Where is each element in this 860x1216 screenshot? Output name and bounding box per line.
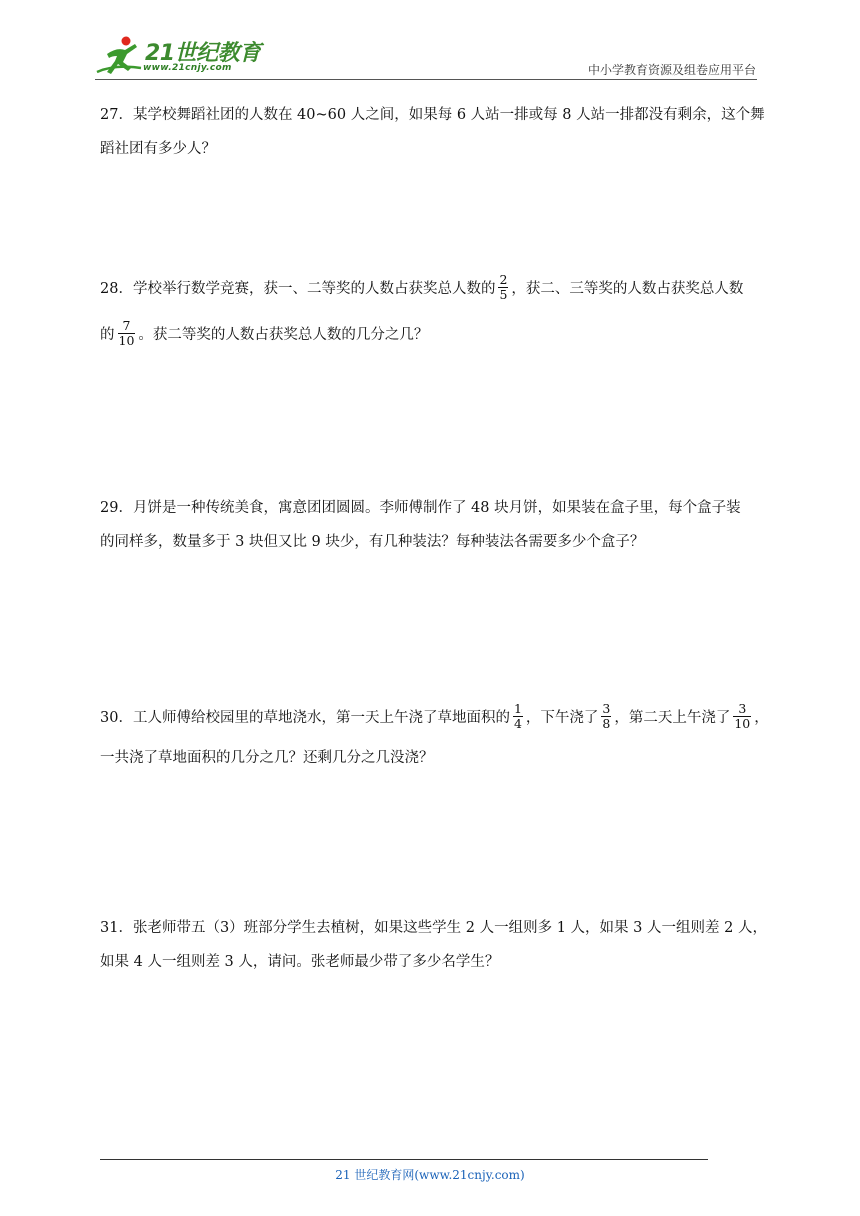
- fraction: [601, 702, 611, 731]
- question-line: 的同样多，数量多于 3 块但又比 9 块少，有几种装法？每种装法各需要多少个盒子？: [100, 534, 645, 550]
- page-header: [0, 0, 860, 82]
- question-text: 30．工人师傅给校园里的草地浇水，第一天上午浇了草地面积的: [100, 710, 510, 726]
- platform-title: 中小学教育资源及组卷应用平台: [587, 63, 756, 77]
- fraction-denominator: 10: [118, 332, 135, 348]
- header-divider: [95, 79, 757, 80]
- question-line: 如果 4 人一组则差 3 人，请问。张老师最少带了多少名学生？: [100, 954, 500, 970]
- question-30: [100, 700, 769, 775]
- question-text: ，: [754, 710, 769, 726]
- fraction-numerator: 3: [738, 700, 747, 716]
- question-line: [100, 700, 769, 735]
- question-28: [100, 272, 760, 352]
- question-line: [100, 318, 760, 352]
- question-line: 31．张老师带五（3）班部分学生去植树，如果这些学生 2 人一组则多 1 人，如果 3 人一组则差 2 人，: [100, 920, 767, 936]
- fraction: [733, 702, 751, 731]
- question-text: 的: [100, 327, 115, 343]
- fraction-denominator: 5: [499, 286, 508, 302]
- question-29: [100, 491, 760, 559]
- question-line: 一共浇了草地面积的几分之几？还剩几分之几没浇？: [100, 750, 434, 766]
- question-line: 29．月饼是一种传统美食，寓意团团圆圆。李师傅制作了 48 块月饼，如果装在盒子里，每个盒子装: [100, 500, 741, 516]
- footer-divider: [100, 1159, 708, 1160]
- question-text: ，第二天上午浇了: [614, 710, 731, 726]
- question-text: 28．学校举行数学竞赛，获一、二等奖的人数占获奖总人数的: [100, 281, 496, 297]
- question-27: [100, 98, 765, 166]
- fraction: [513, 702, 523, 731]
- site-logo[interactable]: [95, 34, 265, 78]
- runner-logo-icon: [95, 34, 145, 78]
- logo-url: www.21cnjy.com: [143, 63, 232, 73]
- fraction: [118, 319, 136, 348]
- question-text: 。获二等奖的人数占获奖总人数的几分之几？: [138, 327, 429, 343]
- question-line: [100, 272, 760, 306]
- question-text: ，下午浇了: [525, 710, 599, 726]
- fraction-numerator: 2: [499, 271, 508, 287]
- question-text: ，获二、三等奖的人数占获奖总人数: [511, 281, 744, 297]
- question-31: [100, 911, 767, 979]
- fraction-denominator: 10: [734, 715, 751, 731]
- fraction: [498, 273, 508, 302]
- footer-link[interactable]: 21 世纪教育网(www.21cnjy.com): [335, 1168, 525, 1182]
- logo-text: 21世纪教育: [145, 41, 261, 66]
- question-line: 27．某学校舞蹈社团的人数在 40~60 人之间，如果每 6 人站一排或每 8 人站一排都没有剩余，这个舞: [100, 107, 765, 123]
- fraction-denominator: 8: [602, 715, 611, 731]
- question-line: 蹈社团有多少人？: [100, 141, 216, 157]
- fraction-denominator: 4: [513, 715, 522, 731]
- fraction-numerator: 7: [122, 317, 131, 333]
- fraction-numerator: 3: [602, 700, 611, 716]
- fraction-numerator: 1: [513, 700, 522, 716]
